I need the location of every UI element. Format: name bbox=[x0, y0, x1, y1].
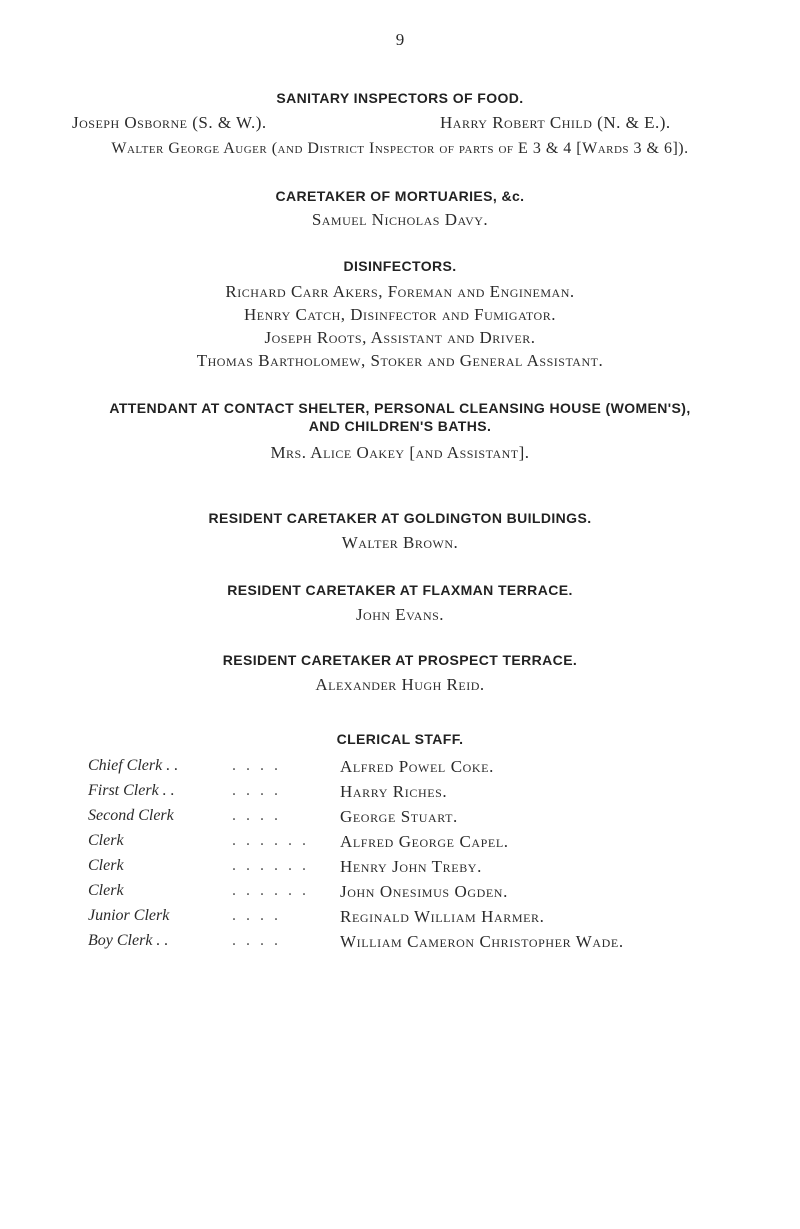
disinfector-line: Joseph Roots, Assistant and Driver. bbox=[264, 328, 536, 347]
staff-row bbox=[0, 857, 800, 881]
mortuaries-heading: CARETAKER OF MORTUARIES, &c. bbox=[275, 188, 525, 204]
staff-name: William Cameron Christopher Wade. bbox=[340, 932, 624, 951]
staff-row bbox=[0, 757, 800, 781]
staff-name: George Stuart. bbox=[340, 807, 458, 826]
staff-role: Clerk bbox=[88, 832, 124, 849]
inspector-child: Harry Robert Child (N. & E.). bbox=[440, 113, 671, 132]
leader-dots: . . . . bbox=[232, 757, 281, 774]
staff-role: Boy Clerk . . bbox=[88, 932, 169, 949]
attendant-heading-cont: AND CHILDREN'S BATHS. bbox=[308, 418, 492, 434]
leader-dots: . . . . bbox=[232, 932, 281, 949]
staff-name: Alfred Powel Coke. bbox=[340, 757, 494, 776]
disinfectors-heading: DISINFECTORS. bbox=[343, 258, 457, 274]
staff-name: John Onesimus Ogden. bbox=[340, 882, 508, 901]
staff-name: Harry Riches. bbox=[340, 782, 448, 801]
sanitary-heading: SANITARY INSPECTORS OF FOOD. bbox=[276, 90, 524, 106]
staff-row bbox=[0, 782, 800, 806]
staff-role: First Clerk . . bbox=[88, 782, 175, 799]
goldington-caretaker: Walter Brown. bbox=[341, 533, 459, 552]
leader-dots: . . . . bbox=[232, 907, 281, 924]
staff-name: Reginald William Harmer. bbox=[340, 907, 545, 926]
leader-dots: . . . . bbox=[232, 807, 281, 824]
staff-role: Junior Clerk bbox=[88, 907, 170, 924]
disinfector-line: Henry Catch, Disinfector and Fumigator. bbox=[244, 305, 556, 324]
disinfector-line: Richard Carr Akers, Foreman and Engineman. bbox=[225, 282, 575, 301]
staff-row bbox=[0, 932, 800, 956]
mortuaries-caretaker: Samuel Nicholas Davy. bbox=[311, 210, 489, 229]
staff-row bbox=[0, 907, 800, 931]
page-number: 9 bbox=[395, 30, 405, 49]
flaxman-caretaker: John Evans. bbox=[355, 605, 445, 624]
attendant-heading: ATTENDANT AT CONTACT SHELTER, PERSONAL CLEANSING HOUSE (WOMEN'S), bbox=[109, 400, 691, 416]
clerical-heading: CLERICAL STAFF. bbox=[336, 731, 464, 747]
staff-row bbox=[0, 807, 800, 831]
leader-dots: . . . . . . bbox=[232, 882, 309, 899]
staff-role: Clerk bbox=[88, 857, 124, 874]
inspector-osborne: Joseph Osborne (S. & W.). bbox=[72, 113, 267, 132]
flaxman-heading: RESIDENT CARETAKER AT FLAXMAN TERRACE. bbox=[227, 582, 573, 598]
disinfector-line: Thomas Bartholomew, Stoker and General Assistant. bbox=[196, 351, 604, 370]
staff-name: Alfred George Capel. bbox=[340, 832, 509, 851]
staff-role: Clerk bbox=[88, 882, 124, 899]
staff-role: Chief Clerk . . bbox=[88, 757, 179, 774]
leader-dots: . . . . bbox=[232, 782, 281, 799]
goldington-heading: RESIDENT CARETAKER AT GOLDINGTON BUILDINGS. bbox=[208, 510, 592, 526]
staff-row bbox=[0, 832, 800, 856]
leader-dots: . . . . . . bbox=[232, 857, 309, 874]
prospect-heading: RESIDENT CARETAKER AT PROSPECT TERRACE. bbox=[222, 652, 578, 668]
prospect-caretaker: Alexander Hugh Reid. bbox=[315, 675, 485, 694]
staff-role: Second Clerk bbox=[88, 807, 174, 824]
inspector-auger: Walter George Auger (and District Inspector of parts of E 3 & 4 [Wards 3 & 6]). bbox=[111, 140, 689, 157]
attendant-name: Mrs. Alice Oakey [and Assistant]. bbox=[270, 443, 530, 462]
staff-name: Henry John Treby. bbox=[340, 857, 482, 876]
staff-row bbox=[0, 882, 800, 906]
leader-dots: . . . . . . bbox=[232, 832, 309, 849]
